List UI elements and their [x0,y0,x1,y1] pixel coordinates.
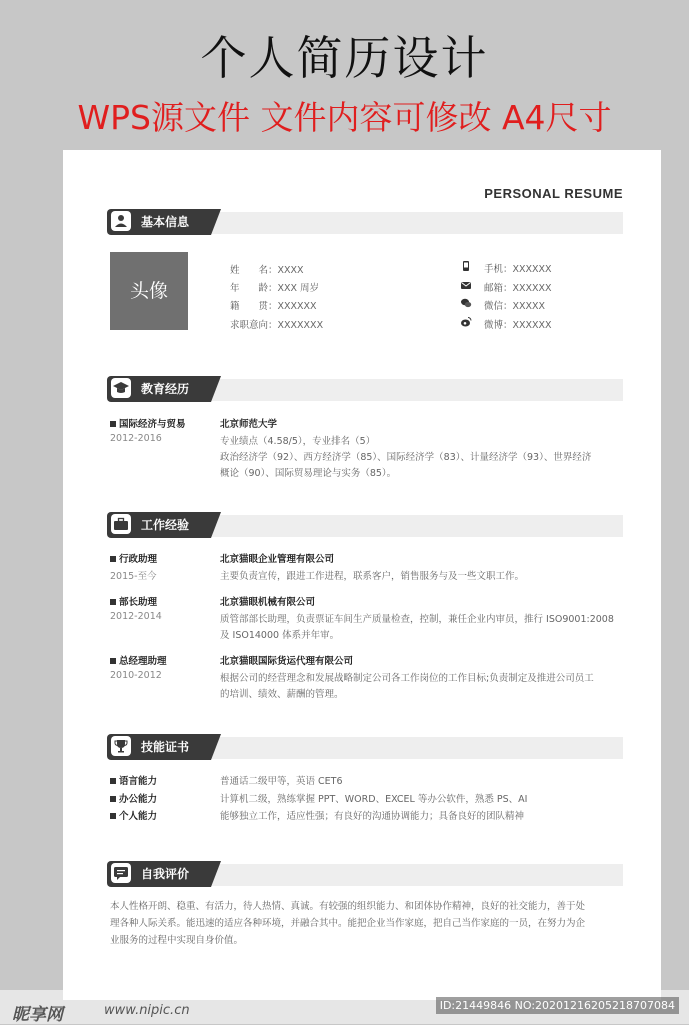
self-evaluation-text: 本人性格开朗、稳重、有活力，待人热情、真诚。有较强的组织能力、和团体协作精神，良好的社交能力，善于处 理各种人际关系。能迅速的适应各种环境，并融合其中。能把企业当作家庭，把自己当作家庭的一员，在努力为企 业服务的过程中实现自身价值。 [110,901,586,946]
section-header-skills [107,734,623,760]
info-email: 邮箱：XXXXXX [484,283,552,294]
watermark-brand: 昵享网 [12,1005,63,1025]
skill-description: 能够独立工作，适应性强；有良好的沟通协调能力；具备良好的团队精神 [220,811,525,822]
weibo-icon [460,316,472,328]
watermark-url: www.nipic.cn [104,1003,190,1018]
resume-sheet [63,150,661,1000]
section-label: 教育经历 [141,382,190,396]
section-label: 基本信息 [141,215,190,229]
info-wechat: 微信：XXXXX [484,301,546,312]
info-job-intention: 求职意向：XXXXXXX [230,320,324,331]
work-title: 行政助理 [110,551,157,565]
work-description: 根据公司的经营理念和发展战略制定公司各工作岗位的工作目标;负责制定及推进公司员工 [220,673,594,684]
info-weibo: 微博：XXXXXX [484,320,552,331]
education-line: 概论（90）、国际贸易理论与实务（85）。 [220,468,397,479]
section-label: 工作经验 [141,518,190,532]
person-icon [111,211,131,231]
work-company: 北京猫眼企业管理有限公司 [220,554,335,565]
section-label: 自我评价 [141,867,190,881]
skill-description: 普通话二级甲等，英语 CET6 [220,776,343,787]
work-description: 主要负责宣传，跟进工作进程，联系客户，销售服务与及一些文职工作。 [220,571,525,582]
work-title: 部长助理 [110,594,157,608]
skill-name: 办公能力 [110,791,157,805]
skill-name: 个人能力 [110,808,157,822]
section-label: 技能证书 [141,740,190,754]
trophy-icon [111,736,131,756]
mail-icon [460,279,472,291]
avatar-placeholder: 头像 [110,252,188,330]
work-company: 北京猫眼国际货运代理有限公司 [220,656,354,667]
work-description: 质管部部长助理，负责票证车间生产质量检查，控制，兼任企业内审员，推行 ISO9001:2008 [220,614,614,625]
wechat-icon [460,297,472,309]
graduation-cap-icon [111,378,131,398]
info-name: 姓 名：XXXX [230,265,304,276]
info-hometown: 籍 贯：XXXXXX [230,301,317,312]
education-line: 专业绩点（4.58/5），专业排名（5） [220,436,376,447]
section-header-self-evaluation [107,861,623,887]
watermark-id: ID:21449846 NO:20201216205218707084 [436,997,679,1014]
education-school: 北京师范大学 [220,419,278,430]
education-period: 2012-2016 [110,433,162,444]
section-header-basic [107,209,623,235]
skill-name: 语言能力 [110,773,157,787]
personal-resume-heading: PERSONAL RESUME [484,186,623,201]
section-header-work [107,512,623,538]
work-description: 的培训、绩效、薪酬的管理。 [220,689,344,700]
work-description: 及 ISO14000 体系并年审。 [220,630,340,641]
skill-description: 计算机二级，熟练掌握 PPT、WORD、EXCEL 等办公软件，熟悉 PS、AI [220,794,528,805]
phone-icon [460,260,472,272]
info-phone: 手机：XXXXXX [484,264,552,275]
banner-title: 个人简历设计 [200,31,489,85]
work-period: 2015-至今 [110,571,157,582]
work-company: 北京猫眼机械有限公司 [220,597,316,608]
comment-icon [111,863,131,883]
info-age: 年 龄：XXX 周岁 [230,283,320,294]
education-line: 政治经济学（92）、西方经济学（85）、国际经济学（83）、计量经济学（93）、世界经济 [220,452,592,463]
section-header-education [107,376,623,402]
banner-subtitle: WPS源文件 文件内容可修改 A4尺寸 [77,98,612,137]
briefcase-icon [111,514,131,534]
work-title: 总经理助理 [110,653,167,667]
education-major: 国际经济与贸易 [110,416,186,430]
work-period: 2012-2014 [110,611,162,622]
work-period: 2010-2012 [110,670,162,681]
